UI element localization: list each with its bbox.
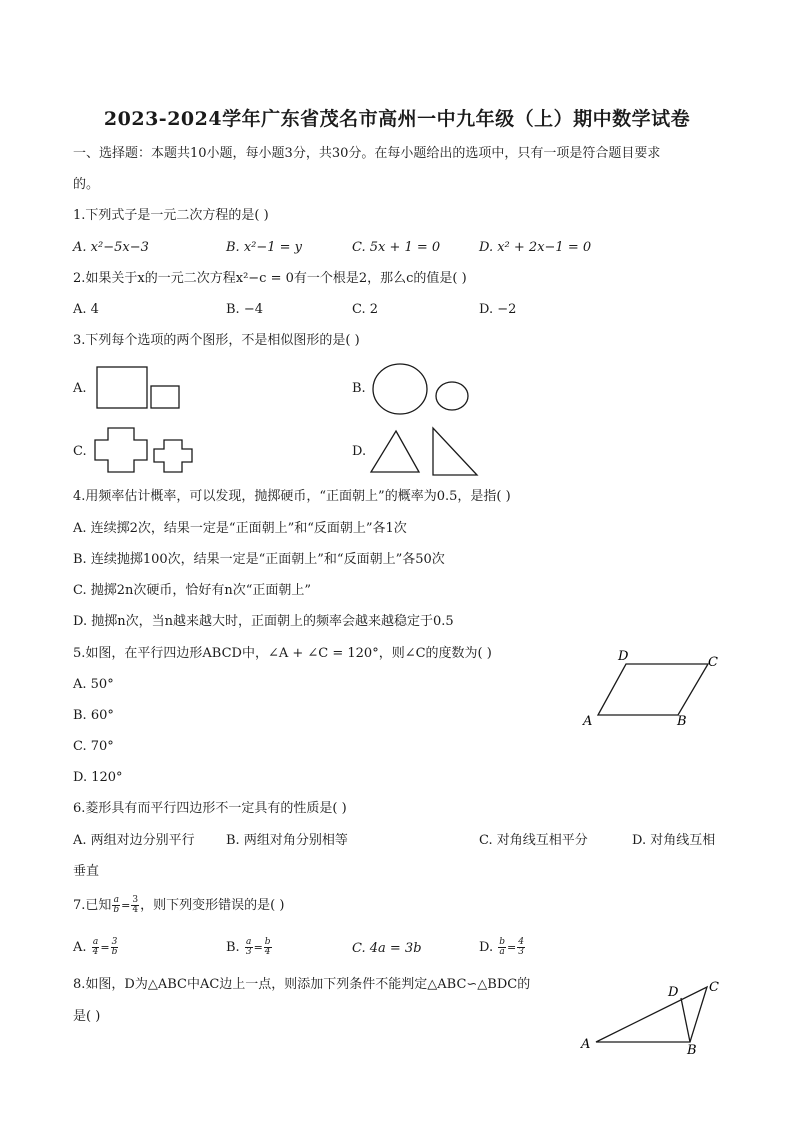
q3c-small-cross <box>154 440 192 472</box>
q8-label-b: B <box>687 1043 697 1058</box>
q1-option-a: A. x²−5x−3 <box>73 240 149 255</box>
q7-given-fraction-right: $\frac{3}{4}$ <box>132 895 139 915</box>
q3b-small-ellipse <box>436 382 468 410</box>
q2-option-a: A. 4 <box>73 302 99 317</box>
q6-option-d: D. 对角线互相 <box>632 833 716 848</box>
q7-given-fraction-left: $\frac{a}{b}$ <box>113 895 120 915</box>
q6-option-c: C. 对角线互相平分 <box>479 833 588 848</box>
section-heading-line2: 的。 <box>73 177 100 192</box>
q5-option-c: C. 70° <box>73 739 114 754</box>
q7-option-b: B. $\frac{a}{3}$ = $\frac{b}{4}$ <box>226 937 271 957</box>
q3-option-b: B. <box>352 381 366 396</box>
q7-stem-suffix: ，则下列变形错误的是( ) <box>140 898 285 913</box>
q3d-right-triangle <box>433 428 477 475</box>
q7-option-c: C. 4a = 3b <box>352 941 422 956</box>
q6-option-b: B. 两组对角分别相等 <box>226 833 348 848</box>
q5-option-b: B. 60° <box>73 708 114 723</box>
q5-label-b: B <box>677 714 687 729</box>
q6-stem: 6.菱形具有而平行四边形不一定具有的性质是( ) <box>73 801 347 816</box>
q5-label-a: A <box>583 714 593 729</box>
q2-option-d: D. −2 <box>479 302 517 317</box>
q7-option-d: D. $\frac{b}{a}$ = $\frac{4}{3}$ <box>479 937 524 957</box>
q4-option-a: A. 连续掷2次，结果一定是“正面朝上”和“反面朝上”各1次 <box>73 521 407 536</box>
q3a-small-rectangle <box>151 386 179 408</box>
q8-stem-line2: 是( ) <box>73 1009 101 1024</box>
q3-option-a: A. <box>73 381 87 396</box>
q8-label-c: C <box>709 980 719 995</box>
q3-stem: 3.下列每个选项的两个图形，不是相似图形的是( ) <box>73 333 360 348</box>
q3b-large-circle <box>373 364 427 414</box>
q7-stem-prefix: 7.已知 <box>73 898 112 913</box>
q8-label-d: D <box>668 985 679 1000</box>
q2-option-b: B. −4 <box>226 302 263 317</box>
q3c-large-cross <box>95 428 147 472</box>
q4-option-c: C. 抛掷2n次硬币，恰好有n次“正面朝上” <box>73 583 312 598</box>
q2-option-c: C. 2 <box>352 302 379 317</box>
q5-parallelogram <box>598 664 708 715</box>
q1-option-d: D. x² + 2x−1 = 0 <box>479 240 592 255</box>
q8-label-a: A <box>581 1037 591 1052</box>
q6-option-a: A. 两组对边分别平行 <box>73 833 195 848</box>
q4-option-b: B. 连续抛掷100次，结果一定是“正面朝上”和“反面朝上”各50次 <box>73 552 445 567</box>
q3a-large-rectangle <box>97 367 147 408</box>
q1-stem: 1.下列式子是一元二次方程的是( ) <box>73 208 269 223</box>
q3-option-d: D. <box>352 444 367 459</box>
q5-label-d: D <box>618 649 629 664</box>
q6-option-d-continued: 垂直 <box>73 864 100 879</box>
q1-option-c: C. 5x + 1 = 0 <box>352 240 441 255</box>
section-heading-line1: 一、选择题：本题共10小题，每小题3分，共30分。在每小题给出的选项中，只有一项是符合题目要求 <box>73 146 661 161</box>
q5-label-c: C <box>708 655 718 670</box>
q8-segment-bd <box>681 998 690 1042</box>
q7-option-a: A. $\frac{a}{4}$ = $\frac{3}{b}$ <box>73 937 118 957</box>
q2-stem: 2.如果关于x的一元二次方程x²−c = 0有一个根是2，那么c的值是( ) <box>73 271 467 286</box>
q4-option-d: D. 抛掷n次，当n越来越大时，正面朝上的频率会越来越稳定于0.5 <box>73 614 454 629</box>
q5-stem: 5.如图，在平行四边形ABCD中，∠A + ∠C = 120°，则∠C的度数为( ) <box>73 646 492 661</box>
q7-stem: 7.已知 $\frac{a}{b}$ = $\frac{3}{4}$ ，则下列变形错误的是( ) <box>73 895 285 915</box>
q3d-isosceles-triangle <box>371 431 419 472</box>
q5-option-a: A. 50° <box>73 677 114 692</box>
q3-option-c: C. <box>73 444 87 459</box>
q8-stem-line1: 8.如图，D为△ABC中AC边上一点，则添加下列条件不能判定△ABC∽△BDC的 <box>73 977 531 992</box>
q8-triangle-abc <box>596 987 707 1042</box>
q4-stem: 4.用频率估计概率，可以发现，抛掷硬币，“正面朝上”的概率为0.5，是指( ) <box>73 489 511 504</box>
q1-option-b: B. x²−1 = y <box>226 240 303 255</box>
page-title: 2023-2024学年广东省茂名市高州一中九年级（上）期中数学试卷 <box>103 108 691 130</box>
q5-option-d: D. 120° <box>73 770 123 785</box>
